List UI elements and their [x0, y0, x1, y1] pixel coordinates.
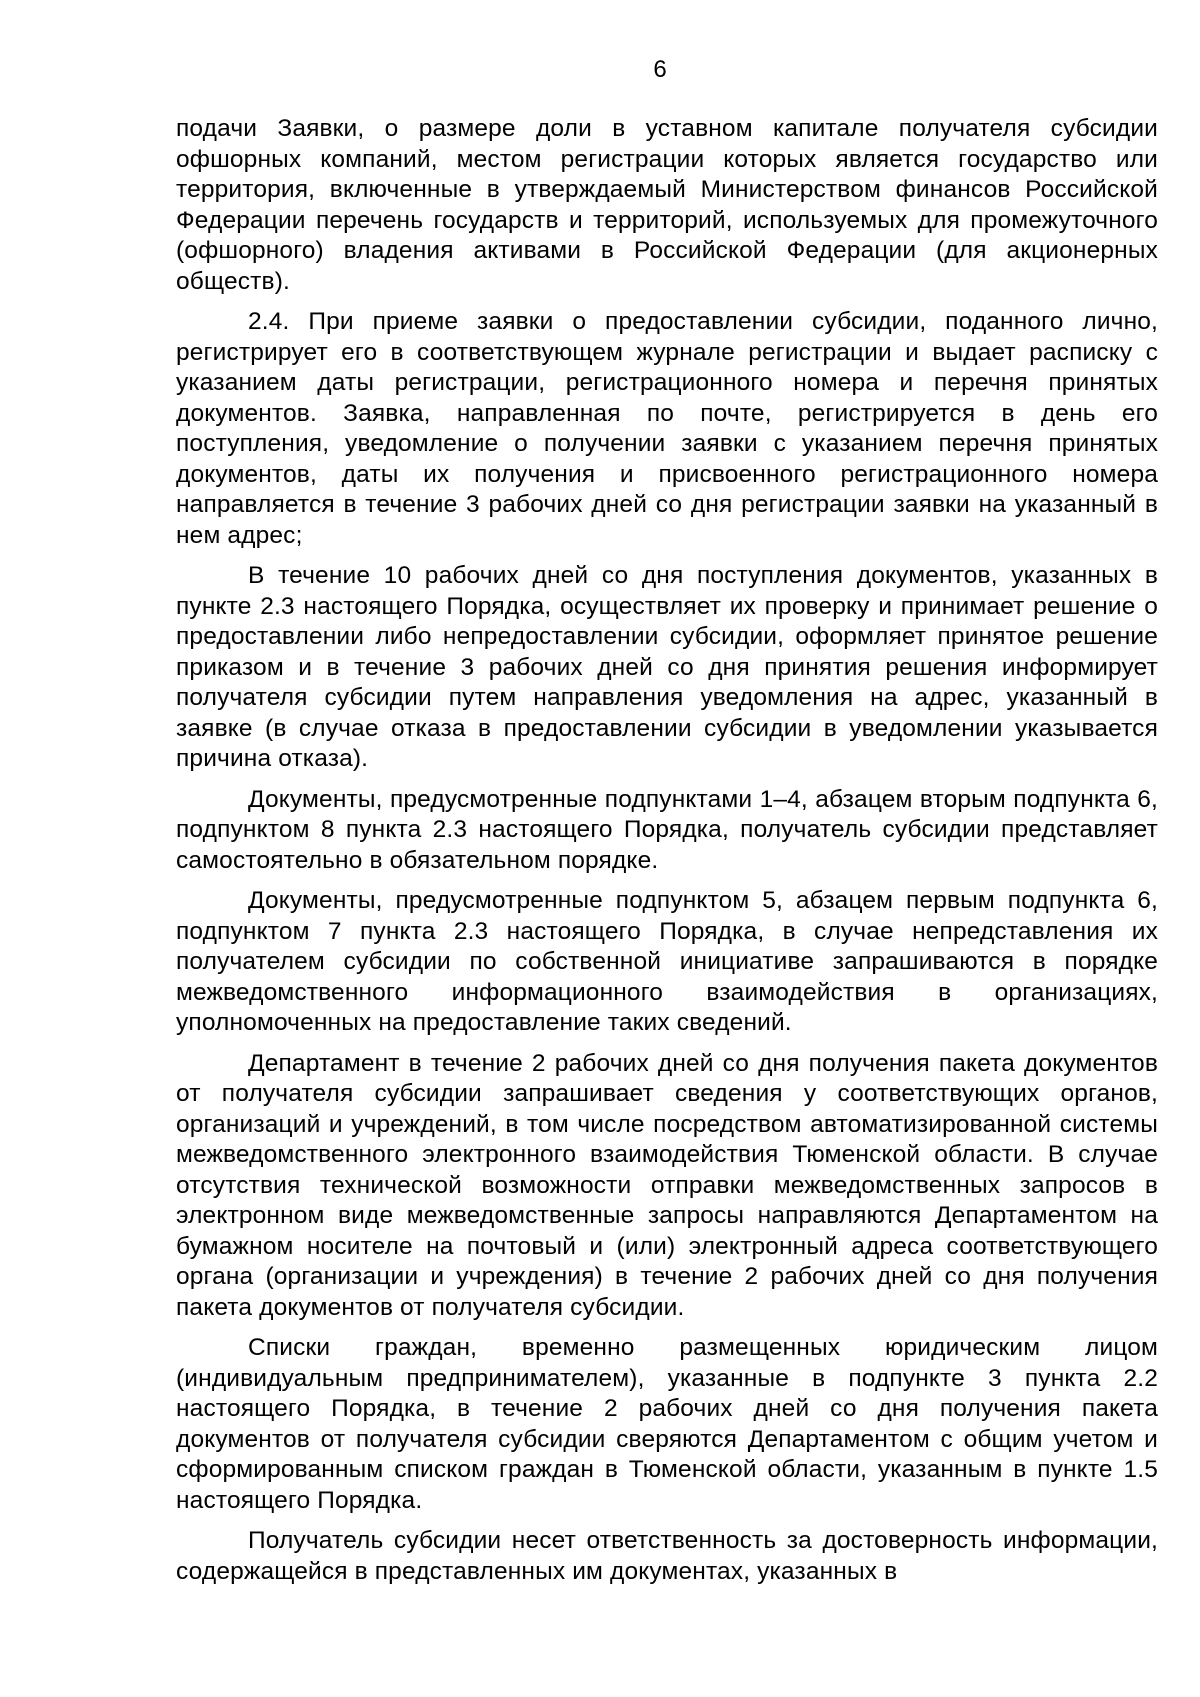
paragraph-review-period: В течение 10 рабочих дней со дня поступления документов, указанных в пункте 2.3 настоящего Порядка, осуществляет их проверку и принимает решение о предоставлении либо непредоставлении субсидии, оформляет принятое решение приказом и в течение 3 рабочих дней со дня принятия решения информирует получателя субсидии путем направления уведомления на адрес, указанный в заявке (в случае отказа в предоставлении субсидии в уведомлении указывается причина отказа). — [176, 562, 1158, 772]
paragraph-2-4: 2.4. При приеме заявки о предоставлении субсидии, поданного лично, регистрирует его в соответствующем журнале регистрации и выдает расписку с указанием даты регистрации, регистрационного номера и перечня принятых документов. Заявка, направленная по почте, регистрируется в день его поступления, уведомление о получении заявки с указанием перечня принятых документов, даты их получения и присвоенного регистрационного номера направляется в течение 3 рабочих дней со дня регистрации заявки на указанный в нем адрес; — [176, 308, 1158, 549]
paragraph-department-requests: Департамент в течение 2 рабочих дней со дня получения пакета документов от получателя субсидии запрашивает сведения у соответствующих органов, организаций и учреждений, в том числе посредством автоматизированной системы межведомственного электронного взаимодействия Тюменской области. В случае отсутствия технической возможности отправки межведомственных запросов в электронном виде межведомственные запросы направляются Департаментом на бумажном носителе на почтовый и (или) электронный адреса соответствующего органа (организации и учреждения) в течение 2 рабочих дней со дня получения пакета документов от получателя субсидии. — [176, 1049, 1158, 1321]
paragraph-citizen-lists: Списки граждан, временно размещенных юридическим лицом (индивидуальным предпринимателем), указанные в подпункте 3 пункта 2.2 настоящего Порядка, в течение 2 рабочих дней со дня получения пакета документов от получателя субсидии сверяются Департаментом с общим учетом и сформированным списком граждан в Тюменской области, указанным в пункте 1.5 настоящего Порядка. — [176, 1334, 1158, 1514]
paragraph-requested-documents: Документы, предусмотренные подпунктом 5, абзацем первым подпункта 6, подпунктом 7 пункта 2.3 настоящего Порядка, в случае непредставления их получателем субсидии по собственной инициативе запрашиваются в порядке межведомственного информационного взаимодействия в организациях, уполномоченных на предоставление таких сведений. — [176, 887, 1158, 1036]
document-body — [176, 114, 1158, 1597]
paragraph-responsibility: Получатель субсидии несет ответственность за достоверность информации, содержащейся в представленных им документах, указанных в — [176, 1527, 1158, 1585]
paragraph-mandatory-documents: Документы, предусмотренные подпунктами 1–4, абзацем вторым подпункта 6, подпунктом 8 пункта 2.3 настоящего Порядка, получатель субсидии представляет самостоятельно в обязательном порядке. — [176, 785, 1158, 874]
paragraph-continuation: подачи Заявки, о размере доли в уставном капитале получателя субсидии офшорных компаний, местом регистрации которых является государство или территория, включенные в утверждаемый Министерством финансов Российской Федерации перечень государств и территорий, используемых для промежуточного (офшорного) владения активами в Российской Федерации (для акционерных обществ). — [176, 115, 1158, 295]
page-number: 6 — [653, 56, 667, 83]
